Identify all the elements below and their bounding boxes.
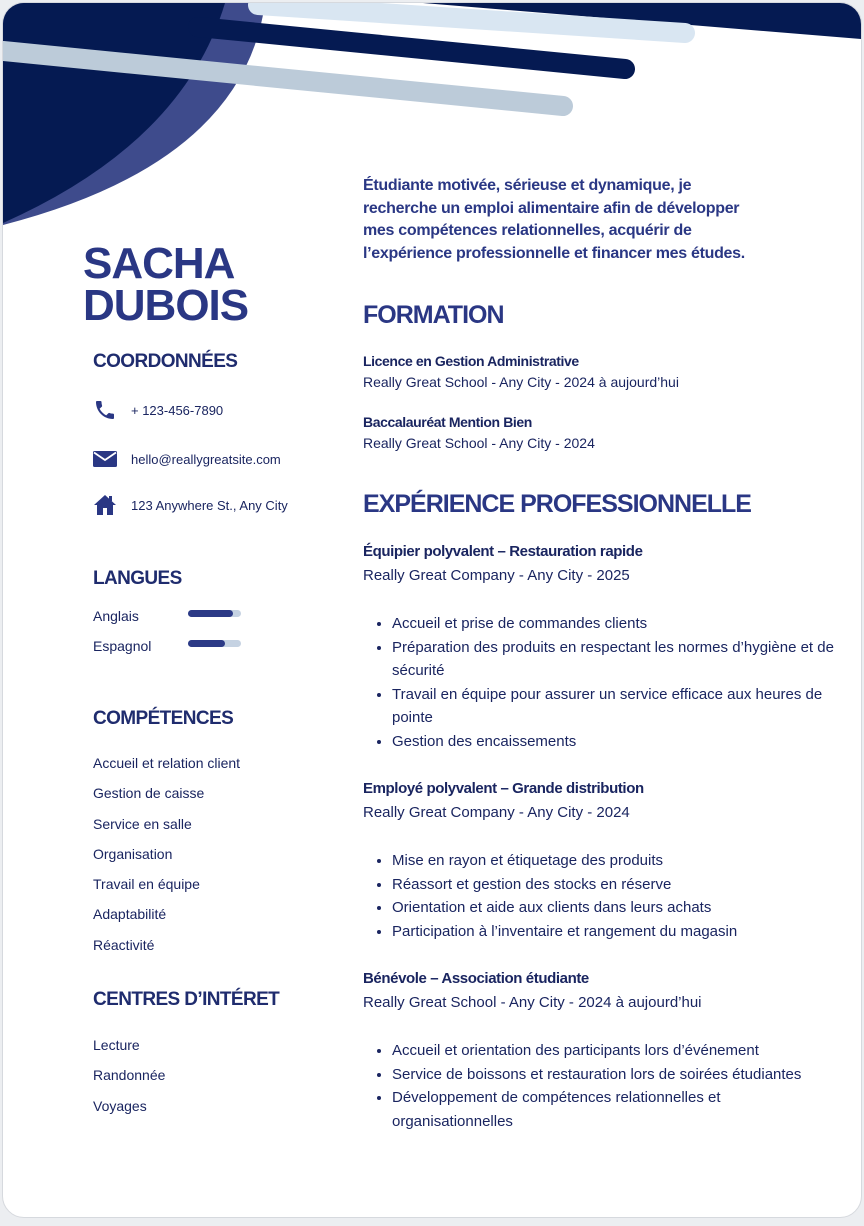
language-level-fill (188, 610, 233, 617)
job-subtitle: Really Great School - Any City - 2024 à aujourd’hui (363, 994, 702, 1011)
contact-email (92, 447, 281, 471)
languages-heading: LANGUES (93, 568, 182, 589)
experience-heading: EXPÉRIENCE PROFESSIONNELLE (363, 490, 751, 518)
language-level-bar (188, 640, 241, 647)
formation-subtitle: Really Great School - Any City - 2024 à aujourd’hui (363, 374, 679, 390)
list-item: Lecture (93, 1037, 140, 1053)
home-icon (92, 493, 118, 517)
address-text: 123 Anywhere St., Any City (131, 497, 288, 513)
list-item: • Gestion des encaissements (392, 730, 842, 754)
list-item: • Participation à l’inventaire et rangement du magasin (392, 920, 842, 944)
list-item: • Réassort et gestion des stocks en réserve (392, 873, 842, 897)
language-level-fill (188, 640, 225, 647)
job-subtitle: Really Great Company - Any City - 2025 (363, 567, 630, 584)
email-link[interactable]: hello@reallygreatsite.com (131, 451, 281, 467)
first-name: SACHA (83, 239, 235, 288)
interests-heading: CENTRES D’INTÉRET (93, 989, 280, 1010)
job-bullets (363, 849, 842, 943)
language-level-bar (188, 610, 241, 617)
profile-summary: Étudiante motivée, sérieuse et dynamique, je recherche un emploi alimentaire afin de développer mes compétences relationnelles, acquérir de l’expérience professionnelle et financer mes études. (363, 177, 745, 262)
job-title: Équipier polyvalent – Restauration rapide (363, 543, 643, 560)
list-item: Adaptabilité (93, 906, 167, 923)
skills-heading: COMPÉTENCES (93, 708, 234, 729)
list-item: Accueil et relation client (93, 755, 241, 771)
list-item: Voyages (93, 1097, 147, 1114)
list-item: Organisation (93, 845, 173, 862)
job-bullets (363, 1039, 842, 1133)
list-item: • Accueil et orientation des participants lors d’événement (392, 1039, 842, 1063)
list-item: • Développement de compétences relationnelles et organisationnelles (392, 1086, 842, 1133)
language-name: Espagnol (93, 638, 152, 654)
job-subtitle: Really Great Company - Any City - 2024 (363, 804, 630, 821)
contact-phone (92, 398, 223, 422)
formation-heading: FORMATION (363, 301, 504, 329)
candidate-name (83, 239, 249, 330)
resume-page (2, 2, 862, 1218)
list-item: Travail en équipe (93, 876, 200, 893)
list-item: Randonnée (93, 1067, 166, 1084)
list-item: • Service de boissons et restauration lors de soirées étudiantes (392, 1063, 842, 1087)
list-item: Réactivité (93, 936, 155, 953)
skills-list (93, 753, 240, 965)
list-item: • Accueil et prise de commandes clients (392, 612, 842, 636)
list-item: Service en salle (93, 815, 192, 832)
formation-subtitle: Really Great School - Any City - 2024 (363, 435, 595, 451)
list-item: • Orientation et aide aux clients dans leurs achats (392, 896, 842, 920)
phone-text: + 123-456-7890 (131, 402, 224, 418)
contact-heading: COORDONNÉES (93, 351, 238, 372)
phone-icon (92, 398, 118, 422)
list-item: • Préparation des produits en respectant les normes d’hygiène et de sécurité (392, 636, 842, 683)
job-bullets (363, 612, 842, 754)
formation-title: Licence en Gestion Administrative (363, 353, 579, 369)
contact-address (92, 493, 288, 517)
last-name: DUBOIS (83, 281, 249, 330)
list-item: • Travail en équipe pour assurer un service efficace aux heures de pointe (392, 683, 842, 730)
job-title: Bénévole – Association étudiante (363, 970, 589, 987)
list-item: Gestion de caisse (93, 785, 205, 802)
mail-icon (92, 447, 118, 471)
language-name: Anglais (93, 608, 139, 624)
job-title: Employé polyvalent – Grande distribution (363, 780, 644, 797)
formation-title: Baccalauréat Mention Bien (363, 414, 532, 430)
interests-list (93, 1035, 165, 1126)
list-item: • Mise en rayon et étiquetage des produits (392, 849, 842, 873)
